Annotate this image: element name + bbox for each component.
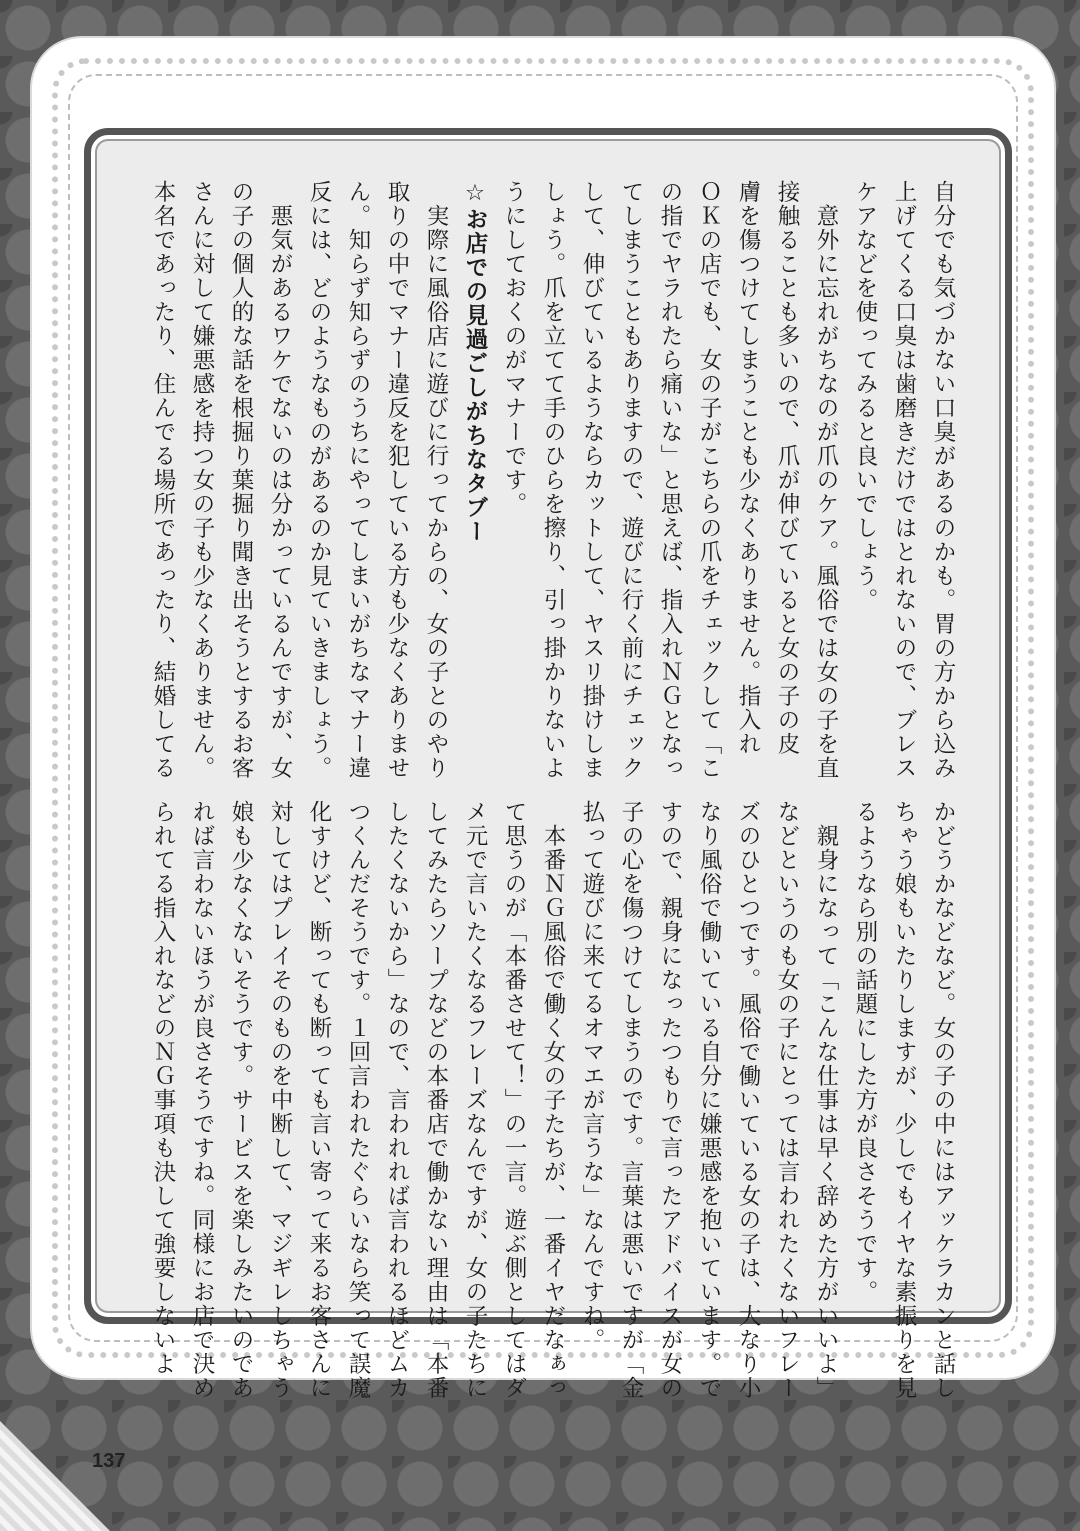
corner-pattern: [0, 1421, 110, 1531]
text-line: 本名であったり、住んでる場所であったり、結婚してる: [150, 180, 176, 780]
text-line: 実際に風俗店に遊びに行ってからの、女の子とのやり: [423, 180, 449, 780]
text-line: れば言わないほうが良さそうですね。同様にお店で決め: [189, 800, 215, 1400]
text-line: ケアなどを使ってみると良いでしょう。: [852, 180, 878, 612]
text-line: 接触ることも多いので、爪が伸びていると女の子の皮: [774, 180, 800, 756]
text-line: 対してはプレイそのものを中断して、マジギレしちゃう: [267, 800, 293, 1400]
text-line: ズのひとつです。風俗で働いている女の子は、大なり小: [735, 800, 761, 1400]
text-line: 膚を傷つけてしまうことも少なくありません。指入れ: [735, 180, 761, 756]
text-line: てしまうこともありますので、遊びに行く前にチェック: [618, 180, 644, 780]
text-line: るようなら別の話題にした方が良さそうです。: [852, 800, 878, 1304]
text-line: 自分でも気づかない口臭があるのかも。胃の方から込み: [930, 180, 956, 780]
text-line: ん。知らず知らずのうちにやってしまいがちなマナー違: [345, 180, 371, 780]
text-line: 反には、どのようなものがあるのか見ていきましょう。: [306, 180, 332, 780]
text-line: 上げてくる口臭は歯磨きだけではとれないので、ブレス: [891, 180, 917, 780]
text-line: うにしておくのがマナーです。: [501, 180, 527, 516]
text-line: メ元で言いたくなるフレーズなんですが、女の子たちに: [462, 800, 488, 1400]
text-line: しょう。爪を立てて手のひらを擦り、引っ掛かりないよ: [540, 180, 566, 780]
text-line: 本番ＮＧ風俗で働く女の子たちが、一番イヤだなぁっ: [540, 800, 566, 1400]
text-line: してみたらソープなどの本番店で働かない理由は「本番: [423, 800, 449, 1400]
text-line: 親身になって「こんな仕事は早く辞めた方がいいよ」: [813, 800, 839, 1400]
text-line: ＯＫの店でも、女の子がこちらの爪をチェックして「こ: [696, 180, 722, 780]
text-line: 払って遊びに来てるオマエが言うな」なんですね。: [579, 800, 605, 1352]
text-line: ちゃう娘もいたりしますが、少しでもイヤな素振りを見: [891, 800, 917, 1400]
text-line: して、伸びているようならカットして、ヤスリ掛けしま: [579, 180, 605, 780]
text-line: つくんだそうです。１回言われたぐらいなら笑って誤魔: [345, 800, 371, 1400]
text-line: 悪気があるワケでないのは分かっているんですが、女: [267, 180, 293, 780]
text-line: 娘も少なくないそうです。サービスを楽しみたいのであ: [228, 800, 254, 1400]
text-line: られてる指入れなどのＮＧ事項も決して強要しないよ: [150, 800, 176, 1376]
text-line: 意外に忘れがちなのが爪のケア。風俗では女の子を直: [813, 180, 839, 780]
lower-text-block: [143, 800, 962, 1400]
text-line: すので、親身になったつもりで言ったアドバイスが女の: [657, 800, 683, 1400]
page-number: 137: [92, 1450, 126, 1472]
text-line: したくないから」なので、言われれば言われるほどムカ: [384, 800, 410, 1400]
text-line: 子の心を傷つけてしまうのです。言葉は悪いですが「金: [618, 800, 644, 1400]
section-heading: ☆お店での見過ごしがちなタブー: [462, 180, 488, 544]
text-line: 取りの中でマナー違反を犯している方も少なくありませ: [384, 180, 410, 780]
text-line: の子の個人的な話を根掘り葉掘り聞き出そうとするお客: [228, 180, 254, 780]
text-line: かどうかなどなど。女の子の中にはアッケラカンと話し: [930, 800, 956, 1400]
text-line: などというのも女の子にとっては言われたくないフレー: [774, 800, 800, 1400]
text-line: て思うのが「本番させて！」の一言。遊ぶ側としてはダ: [501, 800, 527, 1400]
text-line: の指でヤラれたら痛いな」と思えば、指入れＮＧとなっ: [657, 180, 683, 780]
upper-text-block: [143, 180, 962, 780]
text-line: さんに対して嫌悪感を持つ女の子も少なくありません。: [189, 180, 215, 780]
text-line: 化すけど、断っても断っても言い寄って来るお客さんに: [306, 800, 332, 1400]
text-line: なり風俗で働いている自分に嫌悪感を抱いています。で: [696, 800, 722, 1400]
